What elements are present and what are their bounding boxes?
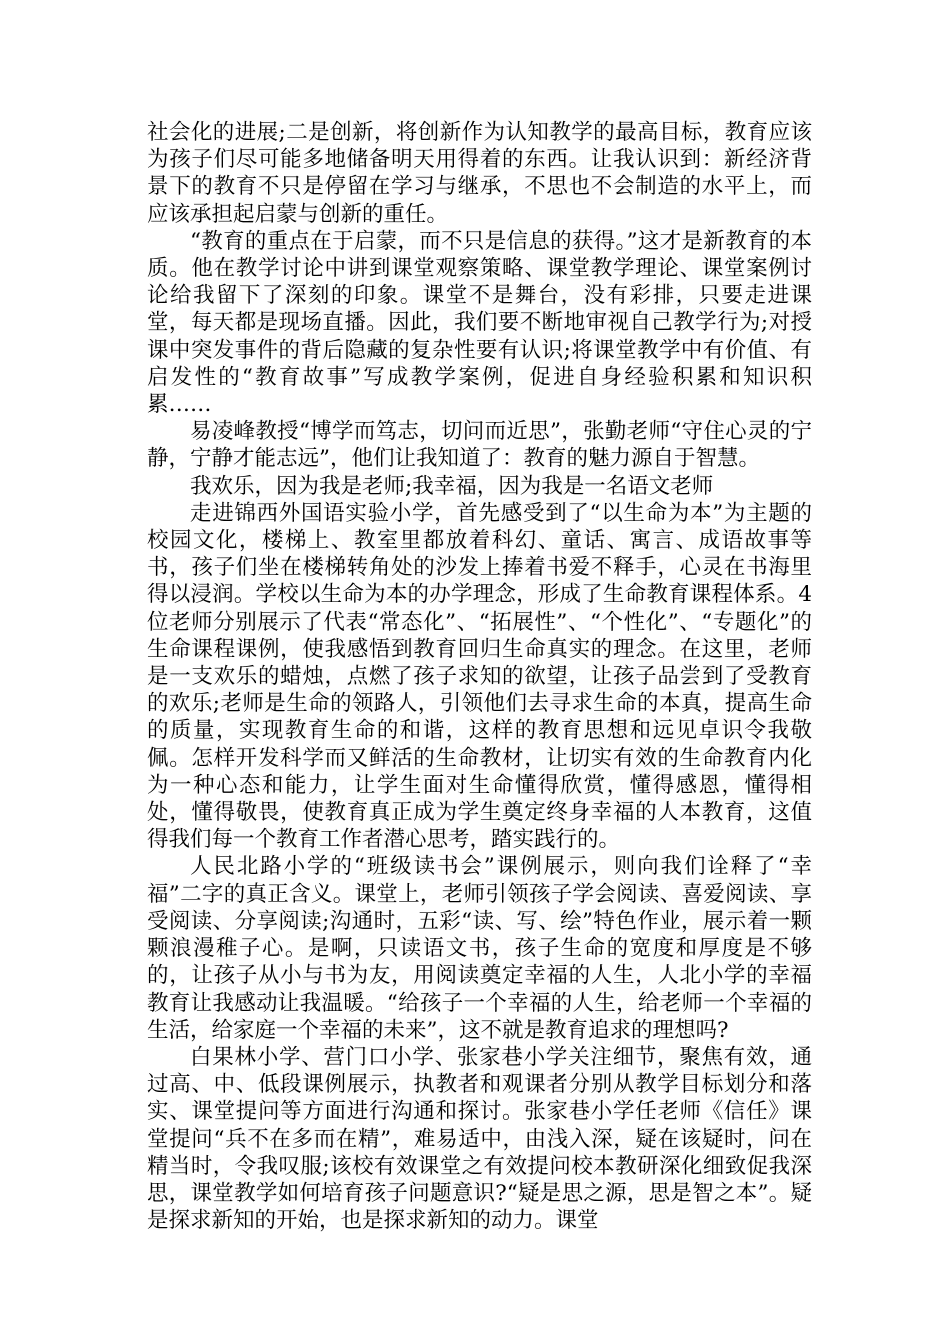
paragraph: 人民北路小学的“班级读书会”课例展示，则向我们诠释了“幸福”二字的真正含义。课堂上，老师引领孩子学会阅读、喜爱阅读、享受阅读、分享阅读;沟通时，五彩“读、写、绘”特色作业，展示着一颗颗浪漫稚子心。是啊，只读语文书，孩子生命的宽度和厚度是不够的，让孩子从小与书为友，用阅读奠定幸福的人生，人北小学的幸福教育让我感动让我温暖。“给孩子一个幸福的人生，给老师一个幸福的生活，给家庭一个幸福的未来”，这不就是教育追求的理想吗? — [147, 854, 812, 1043]
paragraph: 白果林小学、营门口小学、张家巷小学关注细节，聚焦有效，通过高、中、低段课例展示，执教者和观课者分别从教学目标划分和落实、课堂提问等方面进行沟通和探讨。张家巷小学任老师《信任》课堂提问“兵不在多而在精”，难易适中，由浅入深，疑在该疑时，问在精当时，令我叹服;该校有效课堂之有效提问校本教研深化细致促我深思，课堂教学如何培育孩子问题意识?“疑是思之源，思是智之本”。疑是探求新知的开始，也是探求新知的动力。课堂 — [147, 1044, 812, 1234]
paragraph: “教育的重点在于启蒙，而不只是信息的获得。”这才是新教育的本质。他在教学讨论中讲到课堂观察策略、课堂教学理论、课堂案例讨论给我留下了深刻的印象。课堂不是舞台，没有彩排，只要走进课堂，每天都是现场直播。因此，我们要不断地审视自己教学行为;对授课中突发事件的背后隐藏的复杂性要有认识;将课堂教学中有价值、有启发性的“教育故事”写成教学案例，促进自身经验积累和知识积累…… — [147, 228, 812, 418]
paragraph: 走进锦西外国语实验小学，首先感受到了“以生命为本”为主题的校园文化，楼梯上、教室里都放着科幻、童话、寓言、成语故事等书，孩子们坐在楼梯转角处的沙发上捧着书爱不释手，心灵在书海里得以浸润。学校以生命为本的办学理念，形成了生命教育课程体系。4位老师分别展示了代表“常态化”、“拓展性”、“个性化”、“专题化”的生命课程课例，使我感悟到教育回归生命真实的理念。在这里，老师是一支欢乐的蜡烛，点燃了孩子求知的欲望，让孩子品尝到了受教育的欢乐;老师是生命的领路人，引领他们去寻求生命的本真，提高生命的质量，实现教育生命的和谐，这样的教育思想和远见卓识令我敬佩。怎样开发科学而又鲜活的生命教材，让切实有效的生命教育内化为一种心态和能力，让学生面对生命懂得欣赏，懂得感恩，懂得相处，懂得敬畏，使教育真正成为学生奠定终身幸福的人本教育，这值得我们每一个教育工作者潜心思考，踏实践行的。 — [147, 500, 812, 853]
section-heading: 我欢乐，因为我是老师;我幸福，因为我是一名语文老师 — [190, 473, 714, 499]
paragraph: 易凌峰教授“博学而笃志，切问而近思”，张勤老师“守住心灵的宁静，宁静才能志远”，他们让我知道了：教育的魅力源自于智慧。 — [147, 419, 812, 472]
document-body — [147, 119, 812, 1234]
paragraph: 社会化的进展;二是创新，将创新作为认知教学的最高目标，教育应该为孩子们尽可能多地储备明天用得着的东西。让我认识到：新经济背景下的教育不只是停留在学习与继承，不思也不会制造的水平上，而应该承担起启蒙与创新的重任。 — [147, 120, 812, 227]
